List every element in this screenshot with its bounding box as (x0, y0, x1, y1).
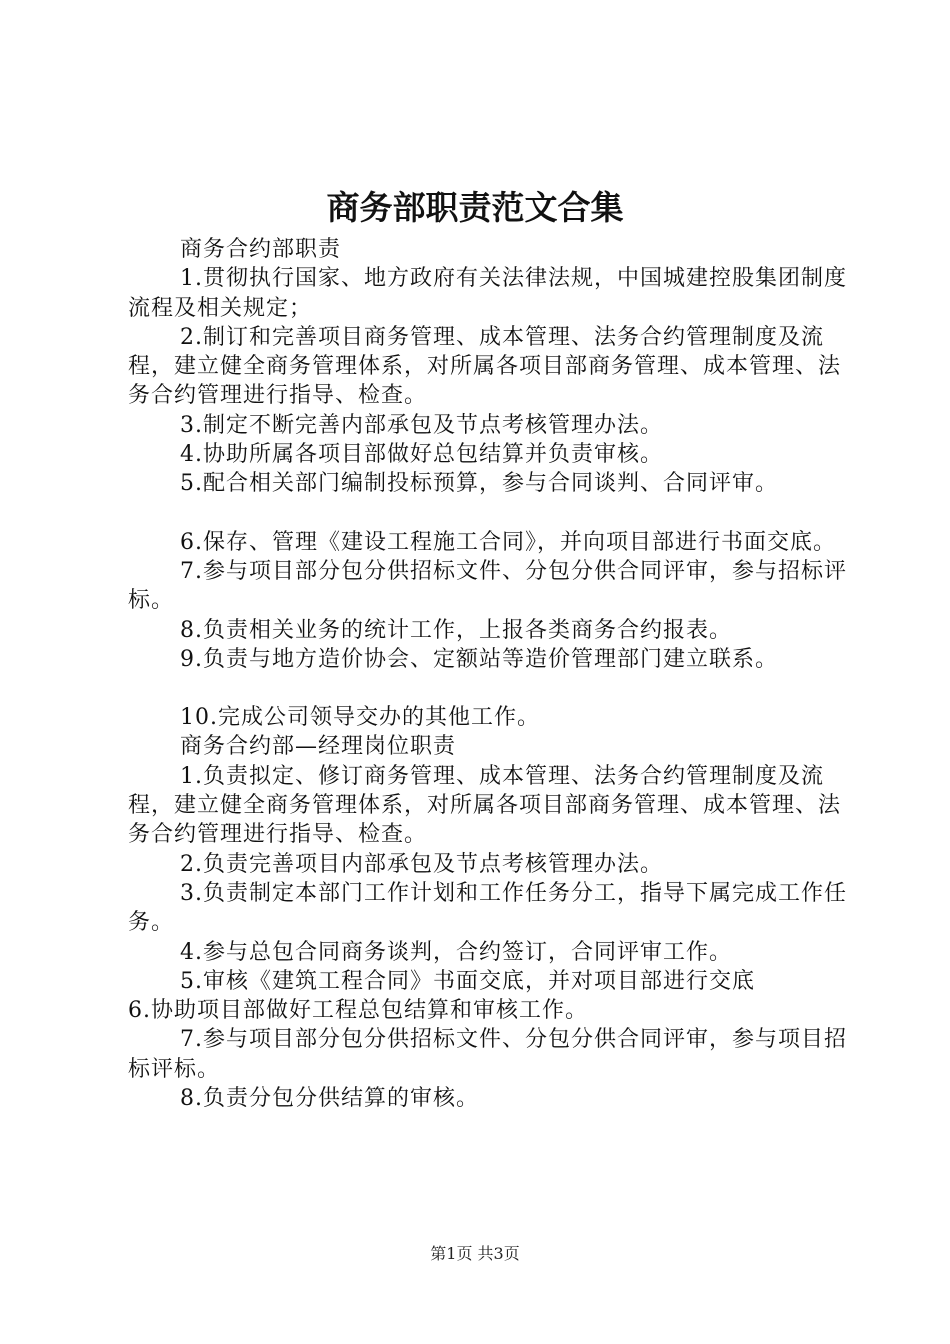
paragraph: 1.负责拟定、修订商务管理、成本管理、法务合约管理制度及流程，建立健全商务管理体系，对所属各项目部商务管理、成本管理、法务合约管理进行指导、检查。 (128, 763, 842, 848)
paragraph: 7.参与项目部分包分供招标文件、分包分供合同评审，参与招标评标。 (128, 558, 847, 614)
paragraph: 5.配合相关部门编制投标预算，参与合同谈判、合同评审。 (180, 471, 778, 497)
paragraph: 2.制订和完善项目商务管理、成本管理、法务合约管理制度及流程，建立健全商务管理体系，对所属各项目部商务管理、成本管理、法务合约管理进行指导、检查。 (128, 324, 842, 409)
paragraph: 3.负责制定本部门工作计划和工作任务分工，指导下属完成工作任务。 (128, 880, 847, 936)
paragraph: 9.负责与地方造价协会、定额站等造价管理部门建立联系。 (180, 646, 778, 672)
page-footer: 第1页 共3页 (430, 1244, 520, 1263)
paragraph: 5.审核《建筑工程合同》书面交底，并对项目部进行交底 (180, 968, 755, 994)
document-title: 商务部职责范文合集 (326, 188, 624, 227)
paragraph: 8.负责相关业务的统计工作，上报各类商务合约报表。 (180, 617, 732, 643)
paragraph: 3.制定不断完善内部承包及节点考核管理办法。 (180, 412, 663, 438)
paragraph: 8.负责分包分供结算的审核。 (180, 1086, 479, 1112)
section-heading: 商务合约部职责 (180, 237, 342, 262)
paragraph: 10.完成公司领导交办的其他工作。 (180, 705, 540, 731)
paragraph: 7.参与项目部分包分供招标文件、分包分供合同评审，参与项目招标评标。 (128, 1027, 847, 1082)
paragraph: 4.协助所属各项目部做好总包结算并负责审核。 (180, 442, 663, 468)
paragraph: 1.贯彻执行国家、地方政府有关法律法规，中国城建控股集团制度流程及相关规定； (128, 266, 847, 321)
paragraph: 2.负责完善项目内部承包及节点考核管理办法。 (180, 851, 663, 877)
paragraph: 6.协助项目部做好工程总包结算和审核工作。 (128, 998, 588, 1024)
document-body (128, 235, 848, 1113)
paragraph: 4.参与总包合同商务谈判，合约签订，合同评审工作。 (180, 939, 732, 965)
paragraph: 6.保存、管理《建设工程施工合同》，并向项目部进行书面交底。 (180, 529, 836, 555)
section-heading: 商务合约部—经理岗位职责 (180, 734, 457, 760)
